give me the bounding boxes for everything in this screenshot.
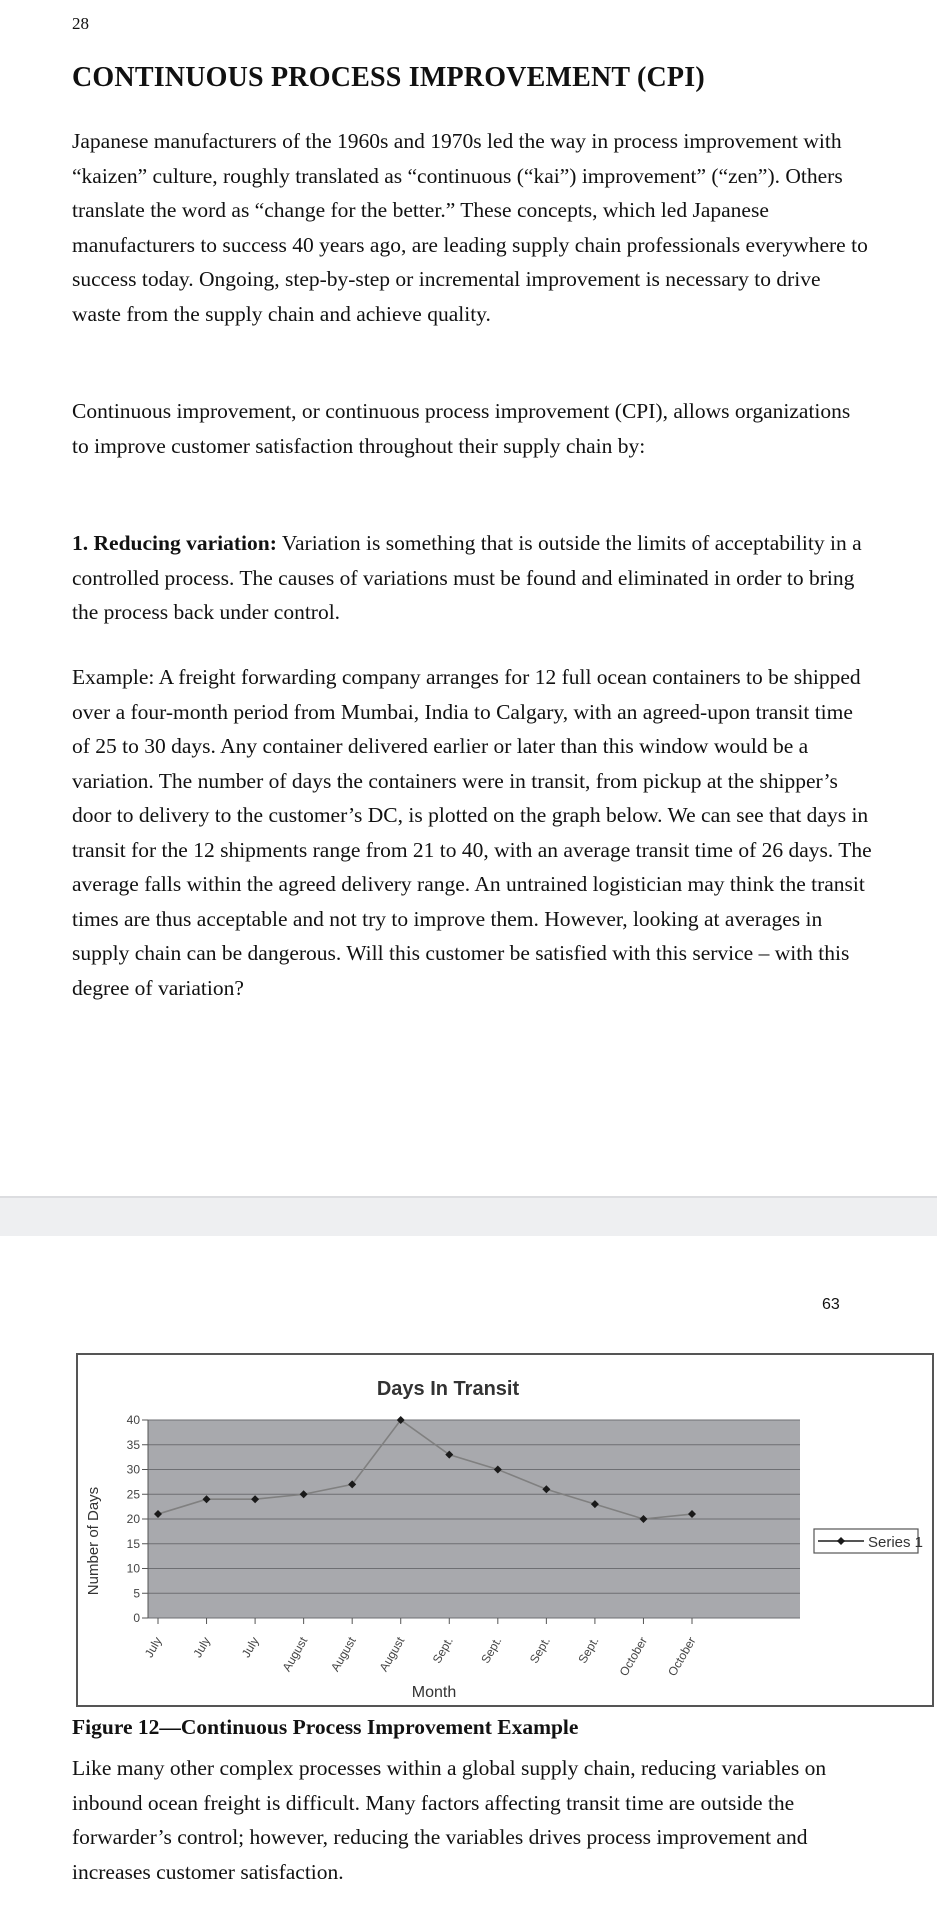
y-tick-label: 40	[126, 1413, 140, 1427]
x-tick-label: Sept.	[575, 1634, 602, 1666]
y-tick-label: 20	[126, 1512, 140, 1526]
x-axis-label: Month	[411, 1684, 457, 1701]
y-tick-label: 10	[126, 1561, 140, 1576]
x-tick-label: Sept.	[429, 1634, 456, 1666]
figure-caption: Figure 12—Continuous Process Improvement Example	[72, 1715, 579, 1739]
x-tick-label: July	[238, 1634, 262, 1660]
y-tick-label: 15	[126, 1536, 140, 1551]
y-tick-label: 25	[126, 1487, 140, 1502]
section-heading: CONTINUOUS PROCESS IMPROVEMENT (CPI)	[72, 62, 705, 93]
page-number-top: 28	[72, 14, 89, 33]
y-tick-label: 30	[126, 1462, 140, 1477]
x-tick-label: August	[376, 1634, 408, 1674]
y-tick-label: 5	[133, 1586, 140, 1601]
y-tick-label: 0	[133, 1611, 140, 1625]
page-separator	[0, 1196, 937, 1236]
legend-label: Series 1	[868, 1534, 924, 1551]
example-paragraph: Example: A freight forwarding company arranges for 12 full ocean containers to be shipped over a four-month period from Mumbai, India to Calgary, with an agreed-upon transit time of 25 to 30 days. Any container delivered earlier or later than this window would be a variation. The number of days the containers were in transit, from pickup at the shipper’s door to delivery to the customer’s DC, is plotted on the graph below. We can see that days in transit for the 12 shipments range from 21 to 40, with an average transit time of 26 days. The average falls within the agreed delivery range. An untrained logistician may think the transit times are thus acceptable and not try to improve them. However, looking at averages in supply chain can be dangerous. Will this customer be satisfied with this service – with this degree of variation?	[72, 665, 872, 1000]
reducing-variation-lead: 1. Reducing variation:	[72, 531, 277, 555]
x-tick-label: July	[141, 1634, 165, 1660]
x-tick-label: Sept.	[478, 1634, 505, 1666]
x-tick-label: October	[665, 1634, 699, 1679]
x-tick-label: August	[279, 1634, 311, 1674]
cpi-paragraph: Continuous improvement, or continuous process improvement (CPI), allows organizations to improve customer satisfaction throughout their supply chain by:	[72, 399, 851, 458]
chart-frame	[76, 1353, 934, 1707]
legend	[814, 1529, 923, 1553]
reducing-variation-paragraph	[72, 526, 872, 630]
reducing-variation-text: Variation is something that is outside the limits of acceptability in a controlled process. The causes of variations must be found and eliminated in order to bring the process back under control.	[72, 531, 862, 624]
y-axis-label: Number of Days	[85, 1486, 102, 1596]
page-number-second: 63	[822, 1296, 840, 1313]
intro-paragraph: Japanese manufacturers of the 1960s and 1970s led the way in process improvement with “kaizen” culture, roughly translated as “continuous (“kai”) improvement” (“zen”). Others translate the word as “change for the better.” These concepts, which led Japanese manufacturers to success 40 years ago, are leading supply chain professionals everywhere to success today. Ongoing, step-by-step or incremental improvement is necessary to drive waste from the supply chain and achieve quality.	[72, 129, 868, 326]
x-tick-label: July	[190, 1634, 214, 1660]
closing-paragraph: Like many other complex processes within a global supply chain, reducing variables on inbound ocean freight is difficult. Many factors affecting transit time are outside the forwarder’s control; however, reducing the variables drives process improvement and increases customer satisfaction.	[72, 1756, 827, 1884]
chart-title: Days In Transit	[376, 1378, 520, 1400]
days-in-transit-chart	[78, 1355, 932, 1705]
y-tick-label: 35	[126, 1437, 140, 1452]
x-tick-label: October	[616, 1634, 651, 1679]
x-tick-label: August	[327, 1634, 359, 1674]
x-tick-label: Sept.	[526, 1634, 553, 1666]
